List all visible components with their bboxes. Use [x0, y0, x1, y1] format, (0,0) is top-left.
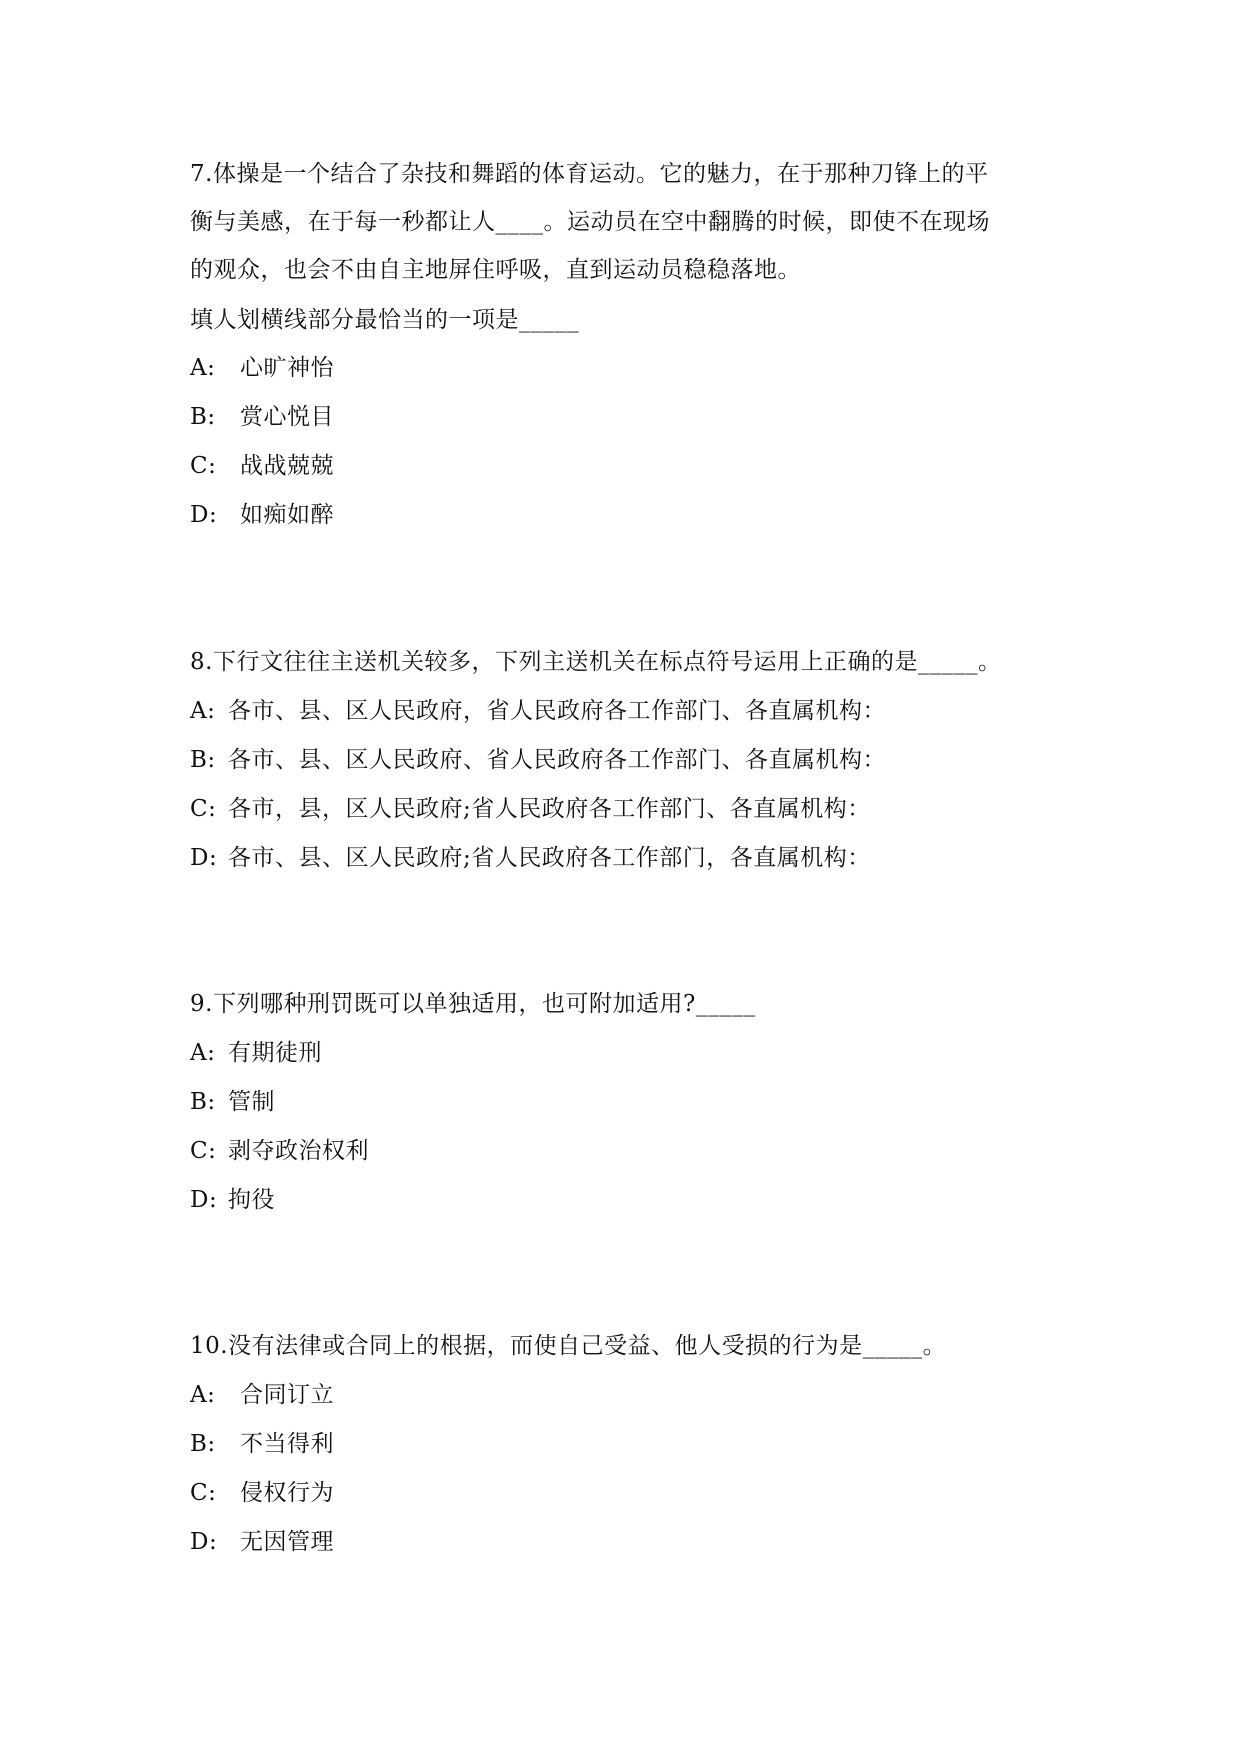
question-10-stem: 10.没有法律或合同上的根据，而使自己受益、他人受损的行为是_____。: [190, 1333, 947, 1359]
option-text: 侵权行为: [240, 1480, 334, 1506]
option-letter: C:: [190, 1480, 217, 1506]
question-8-stem: 8.下行文往往主送机关较多，下列主送机关在标点符号运用上正确的是_____。: [190, 649, 1002, 675]
option-letter: D:: [190, 1529, 218, 1555]
question-7-option-c: [190, 450, 334, 482]
option-text: 有期徒刑: [228, 1040, 322, 1066]
question-7-option-b: [190, 401, 334, 433]
option-text: 心旷神怡: [240, 355, 334, 381]
question-7-instruction: 填人划横线部分最恰当的一项是_____: [190, 307, 579, 333]
question-10-option-a: [190, 1379, 334, 1411]
option-letter: A:: [190, 355, 216, 381]
option-text: 各市、县、区人民政府;省人民政府各工作部门，各直属机构：: [228, 845, 871, 871]
question-8-option-c: [190, 793, 871, 825]
question-10-option-c: [190, 1477, 334, 1509]
option-text: 无因管理: [240, 1529, 334, 1555]
question-9-option-b: [190, 1086, 275, 1118]
option-letter: A:: [190, 1382, 216, 1408]
option-letter: B:: [190, 1089, 216, 1115]
option-letter: B:: [190, 747, 216, 773]
option-text: 合同订立: [240, 1382, 334, 1408]
question-9-option-d: [190, 1184, 275, 1216]
option-text: 各市、县、区人民政府、省人民政府各工作部门、各直属机构：: [228, 747, 886, 773]
option-letter: C:: [190, 1138, 217, 1164]
option-text: 赏心悦目: [240, 404, 334, 430]
question-10-option-b: [190, 1428, 334, 1460]
question-9-stem: 9.下列哪种刑罚既可以单独适用，也可附加适用?_____: [190, 991, 756, 1017]
question-8-option-d: [190, 842, 871, 874]
option-text: 剥夺政治权利: [228, 1138, 369, 1164]
option-letter: B:: [190, 404, 216, 430]
option-letter: D:: [190, 502, 218, 528]
question-8-option-b: [190, 744, 886, 776]
option-letter: C:: [190, 796, 217, 822]
option-letter: A:: [190, 1040, 216, 1066]
question-8-option-a: [190, 695, 886, 727]
option-text: 各市，县，区人民政府;省人民政府各工作部门、各直属机构：: [228, 796, 871, 822]
option-letter: D:: [190, 1187, 218, 1213]
option-text: 各市、县、区人民政府，省人民政府各工作部门、各直属机构：: [228, 698, 886, 724]
option-letter: B:: [190, 1431, 216, 1457]
question-7-stem-line-1: 7.体操是一个结合了杂技和舞蹈的体育运动。它的魅力，在于那种刀锋上的平: [190, 161, 989, 187]
option-letter: A:: [190, 698, 216, 724]
option-text: 拘役: [228, 1187, 275, 1213]
question-7-option-d: [190, 499, 334, 531]
option-letter: D:: [190, 845, 218, 871]
question-7-option-a: [190, 352, 334, 384]
question-7-stem-line-2: 衡与美感，在于每一秒都让人____。运动员在空中翻腾的时候，即使不在现场: [190, 209, 990, 235]
option-text: 战战兢兢: [240, 453, 334, 479]
question-7-stem-line-3: 的观众，也会不由自主地屏住呼吸，直到运动员稳稳落地。: [190, 257, 801, 283]
option-letter: C:: [190, 453, 217, 479]
option-text: 管制: [228, 1089, 275, 1115]
question-10-option-d: [190, 1526, 334, 1558]
option-text: 不当得利: [240, 1431, 334, 1457]
question-9-option-c: [190, 1135, 369, 1167]
question-9-option-a: [190, 1037, 322, 1069]
option-text: 如痴如醉: [240, 502, 334, 528]
